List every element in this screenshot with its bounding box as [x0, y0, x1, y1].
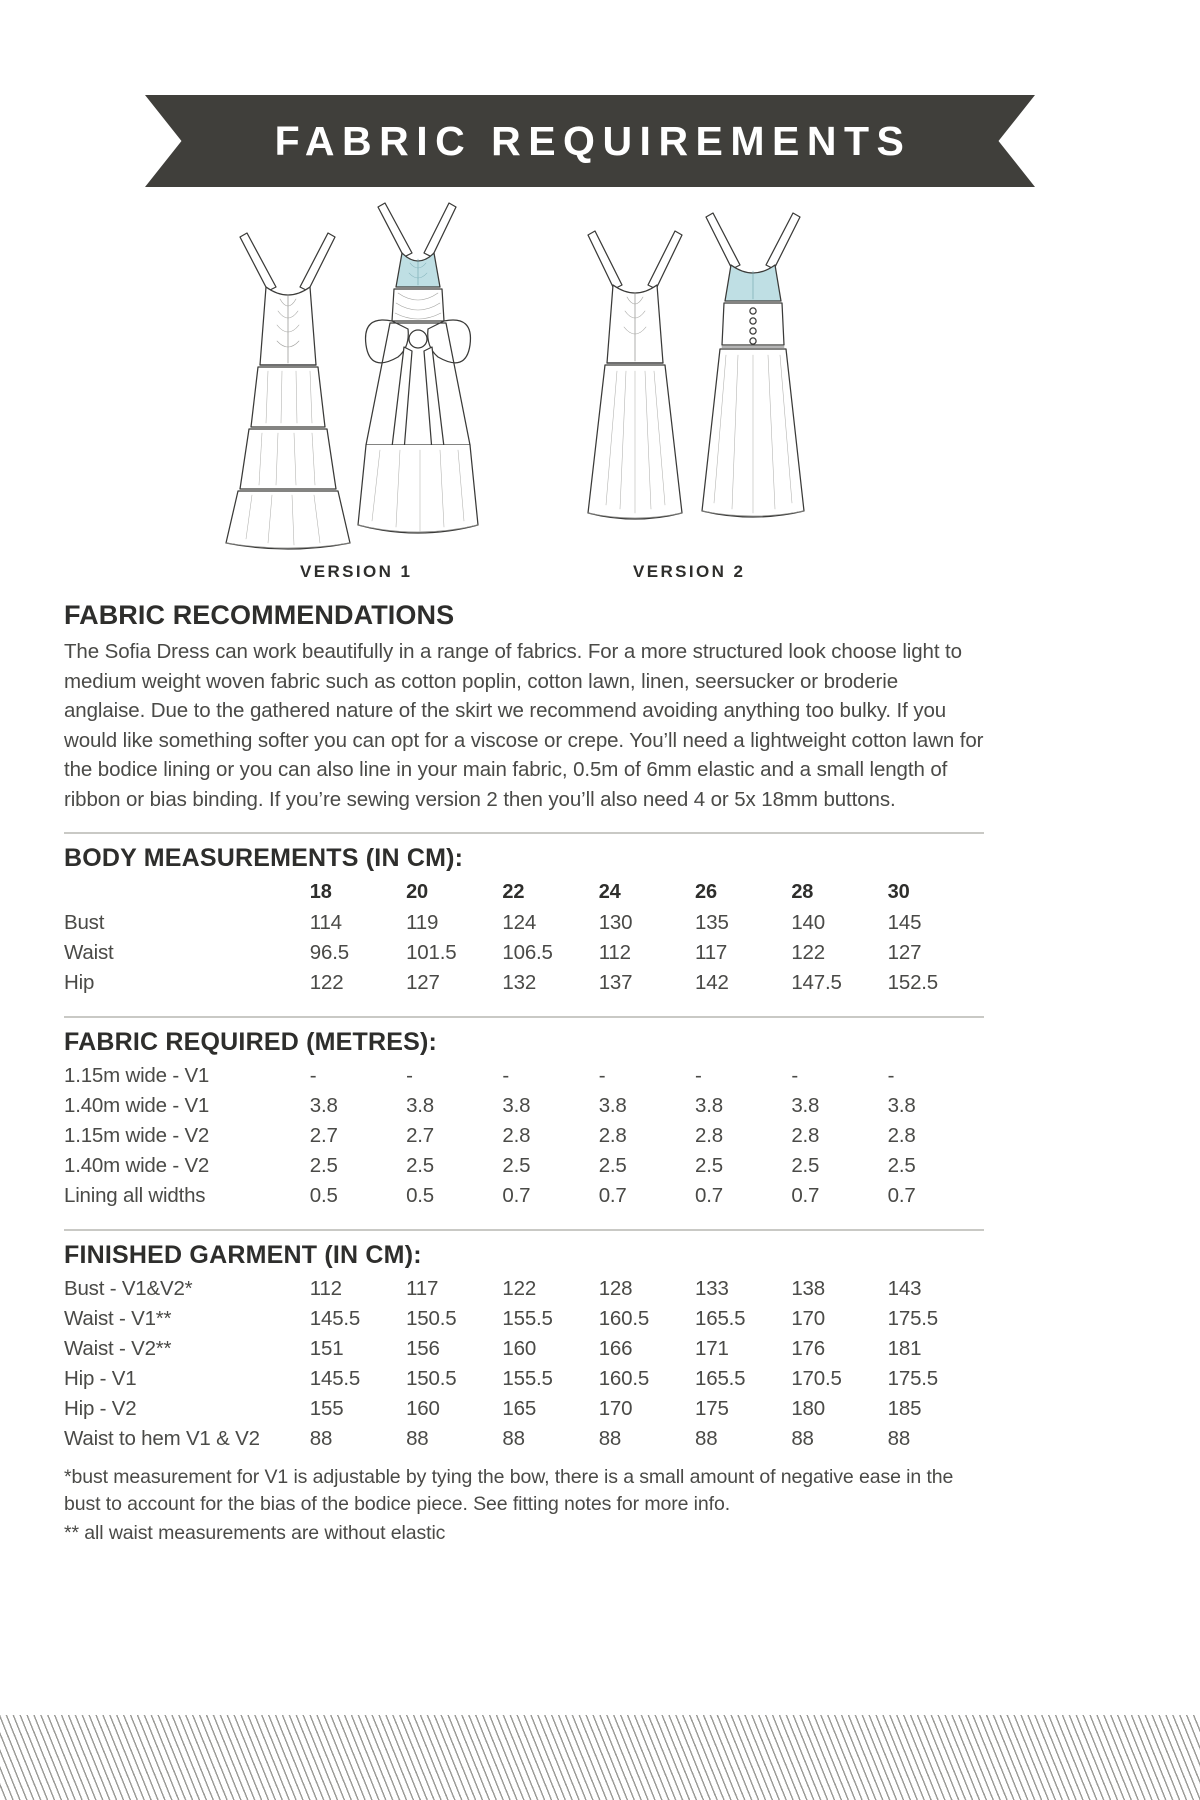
dress-illustrations-svg — [0, 195, 1200, 575]
version2-front-illustration — [588, 231, 682, 519]
size-header: 18 — [309, 881, 332, 903]
cell: 3.8 — [695, 1094, 723, 1117]
row-label: Hip - V1 — [64, 1367, 137, 1390]
cell: 3.8 — [887, 1094, 916, 1117]
table-row — [64, 968, 984, 998]
cell: 122 — [791, 941, 825, 964]
cell: 127 — [406, 971, 440, 994]
cell: 3.8 — [502, 1094, 531, 1117]
cell: 88 — [406, 1427, 429, 1450]
cell: 145.5 — [309, 1307, 361, 1330]
cell: 112 — [598, 941, 631, 964]
content-column — [64, 600, 984, 1547]
cell: 88 — [695, 1427, 718, 1450]
cell: 160 — [502, 1337, 537, 1360]
version1-label: VERSION 1 — [300, 562, 413, 581]
row-label: Waist to hem V1 & V2 — [64, 1427, 260, 1450]
row-label: Lining all widths — [64, 1184, 206, 1207]
row-label: Bust - V1&V2* — [64, 1277, 193, 1300]
cell: - — [309, 1064, 317, 1087]
cell: 128 — [598, 1277, 633, 1300]
cell: 88 — [791, 1427, 814, 1450]
size-header: 24 — [598, 881, 621, 903]
cell: 2.5 — [406, 1154, 435, 1177]
cell: 150.5 — [406, 1367, 457, 1390]
fabric-required-table — [64, 1061, 984, 1211]
table-row — [64, 1394, 984, 1424]
cell: 88 — [502, 1427, 525, 1450]
cell: 124 — [502, 911, 537, 934]
cell: 2.8 — [502, 1124, 531, 1147]
cell: 166 — [598, 1337, 633, 1360]
table-row — [64, 1274, 984, 1304]
table-row — [64, 1364, 984, 1394]
cell: 140 — [791, 911, 825, 934]
cell: 0.7 — [695, 1184, 723, 1207]
cell: 3.8 — [309, 1094, 338, 1117]
cell: 0.7 — [502, 1184, 531, 1207]
version2-back-illustration — [702, 213, 804, 517]
table-row — [64, 1061, 984, 1091]
cell: 155.5 — [502, 1307, 553, 1330]
cell: 2.8 — [598, 1124, 627, 1147]
page-banner — [145, 95, 1035, 187]
cell: 147.5 — [791, 971, 842, 994]
cell: 2.8 — [791, 1124, 820, 1147]
page-title: FABRIC REQUIREMENTS — [274, 117, 912, 164]
size-header: 26 — [695, 881, 717, 903]
cell: 160 — [406, 1397, 440, 1420]
cell: 88 — [887, 1427, 911, 1450]
cell: 114 — [309, 911, 342, 934]
cell: 156 — [406, 1337, 440, 1360]
cell: 175.5 — [887, 1367, 938, 1390]
body-measurements-table — [64, 877, 984, 998]
cell: 143 — [887, 1277, 922, 1300]
cell: 135 — [695, 911, 729, 934]
version1-back-illustration — [358, 203, 478, 533]
table-row — [64, 938, 984, 968]
cell: 88 — [598, 1427, 622, 1450]
cell: 2.5 — [695, 1154, 723, 1177]
cell: 133 — [695, 1277, 729, 1300]
cell: 170.5 — [791, 1367, 842, 1390]
cell: 138 — [791, 1277, 825, 1300]
cell: 101.5 — [406, 941, 457, 964]
cell: - — [502, 1064, 510, 1087]
size-header: 22 — [502, 881, 525, 903]
cell: 3.8 — [406, 1094, 435, 1117]
cell: - — [695, 1064, 702, 1087]
cell: 175 — [695, 1397, 729, 1420]
cell: 2.5 — [309, 1154, 338, 1177]
cell: 170 — [598, 1397, 633, 1420]
cell: - — [598, 1064, 606, 1087]
bottom-hatch-strip — [0, 1714, 1200, 1800]
body-measurements-heading: BODY MEASUREMENTS (IN CM): — [64, 844, 464, 872]
cell: 185 — [887, 1397, 922, 1420]
cell: 165.5 — [695, 1367, 746, 1390]
cell: 137 — [598, 971, 633, 994]
cell: 2.8 — [695, 1124, 723, 1147]
divider-3 — [64, 1229, 984, 1231]
cell: 122 — [309, 971, 344, 994]
row-label: Waist — [64, 941, 114, 964]
cell: 180 — [791, 1397, 825, 1420]
row-label: 1.40m wide - V1 — [64, 1094, 210, 1117]
finished-garment-heading: FINISHED GARMENT (IN CM): — [64, 1241, 422, 1269]
cell: 170 — [791, 1307, 825, 1330]
cell: 0.5 — [309, 1184, 338, 1207]
cell: 2.5 — [502, 1154, 531, 1177]
fabric-required-heading: FABRIC REQUIRED (METRES): — [64, 1028, 438, 1056]
cell: 155 — [309, 1397, 344, 1420]
cell: 171 — [695, 1337, 729, 1360]
row-label: Hip — [64, 971, 95, 994]
technical-drawings — [0, 195, 1200, 575]
cell: - — [791, 1064, 798, 1087]
cell: 0.5 — [406, 1184, 435, 1207]
cell: 155.5 — [502, 1367, 553, 1390]
cell: 2.7 — [309, 1124, 338, 1147]
cell: 130 — [598, 911, 633, 934]
row-label: 1.15m wide - V1 — [64, 1064, 210, 1087]
cell: 119 — [406, 911, 439, 934]
cell: 122 — [502, 1277, 537, 1300]
size-header: 28 — [791, 881, 814, 903]
fabric-recommendations-heading: FABRIC RECOMMENDATIONS — [64, 600, 455, 630]
cell: - — [887, 1064, 895, 1087]
table-row — [64, 1304, 984, 1334]
cell: 2.5 — [791, 1154, 820, 1177]
cell: 176 — [791, 1337, 825, 1360]
size-header: 20 — [406, 881, 428, 903]
footnote-waist: ** all waist measurements are without elastic — [64, 1522, 446, 1544]
row-label: 1.40m wide - V2 — [64, 1154, 210, 1177]
cell: 88 — [309, 1427, 333, 1450]
row-label: Bust — [64, 911, 105, 934]
cell: 117 — [695, 941, 728, 964]
cell: 106.5 — [502, 941, 553, 964]
finished-garment-table — [64, 1274, 984, 1454]
table-row — [64, 1121, 984, 1151]
cell: 2.5 — [598, 1154, 627, 1177]
cell: 117 — [406, 1277, 439, 1300]
cell: 127 — [887, 941, 922, 964]
cell: 160.5 — [598, 1367, 650, 1390]
divider-2 — [64, 1016, 984, 1018]
cell: 112 — [309, 1277, 342, 1300]
version-labels — [0, 562, 1200, 592]
cell: 175.5 — [887, 1307, 938, 1330]
cell: 145 — [887, 911, 922, 934]
table-row — [64, 1181, 984, 1211]
cell: 132 — [502, 971, 537, 994]
cell: 152.5 — [887, 971, 938, 994]
cell: 3.8 — [598, 1094, 627, 1117]
cell: 181 — [887, 1337, 922, 1360]
cell: 151 — [309, 1337, 344, 1360]
footnote-bust: *bust measurement for V1 is adjustable by tying the bow, there is a small amount of negative ease in the bust to account for the bias of the bodice piece. See fitting notes for more info. — [64, 1466, 954, 1515]
cell: 160.5 — [598, 1307, 650, 1330]
cell: 165 — [502, 1397, 537, 1420]
table-row — [64, 1334, 984, 1364]
size-header: 30 — [887, 881, 910, 903]
fabric-recommendations-body: The Sofia Dress can work beautifully in a range of fabrics. For a more structured look choose light to medium weight woven fabric such as cotton poplin, cotton lawn, linen, seersucker or broderie anglaise. Due to the gathered nature of the skirt we recommend avoiding anything too bulky. If you would like something softer you can opt for a viscose or crepe. You’ll need a lightweight cotton lawn for the bodice lining or you can also line in your main fabric, 0.5m of 6mm elastic and a small length of ribbon or bias binding. If you’re sewing version 2 then you’ll also need 4 or 5x 18mm buttons. — [64, 640, 984, 811]
cell: 0.7 — [791, 1184, 820, 1207]
cell: - — [406, 1064, 413, 1087]
size-header-blank — [64, 877, 310, 908]
table-row — [64, 1424, 984, 1454]
divider-1 — [64, 832, 984, 834]
table-row — [64, 1091, 984, 1121]
cell: 165.5 — [695, 1307, 746, 1330]
row-label: 1.15m wide - V2 — [64, 1124, 210, 1147]
cell: 0.7 — [598, 1184, 627, 1207]
cell: 2.5 — [887, 1154, 916, 1177]
cell: 3.8 — [791, 1094, 820, 1117]
table-row — [64, 1151, 984, 1181]
table-header-row — [64, 877, 984, 908]
version2-label: VERSION 2 — [633, 562, 746, 581]
row-label: Hip - V2 — [64, 1397, 137, 1420]
cell: 142 — [695, 971, 729, 994]
cell: 96.5 — [309, 941, 349, 964]
row-label: Waist - V1** — [64, 1307, 172, 1330]
cell: 2.8 — [887, 1124, 916, 1147]
cell: 0.7 — [887, 1184, 916, 1207]
table-row — [64, 908, 984, 938]
cell: 2.7 — [406, 1124, 435, 1147]
cell: 150.5 — [406, 1307, 457, 1330]
cell: 145.5 — [309, 1367, 361, 1390]
row-label: Waist - V2** — [64, 1337, 172, 1360]
version1-front-illustration — [226, 233, 350, 549]
